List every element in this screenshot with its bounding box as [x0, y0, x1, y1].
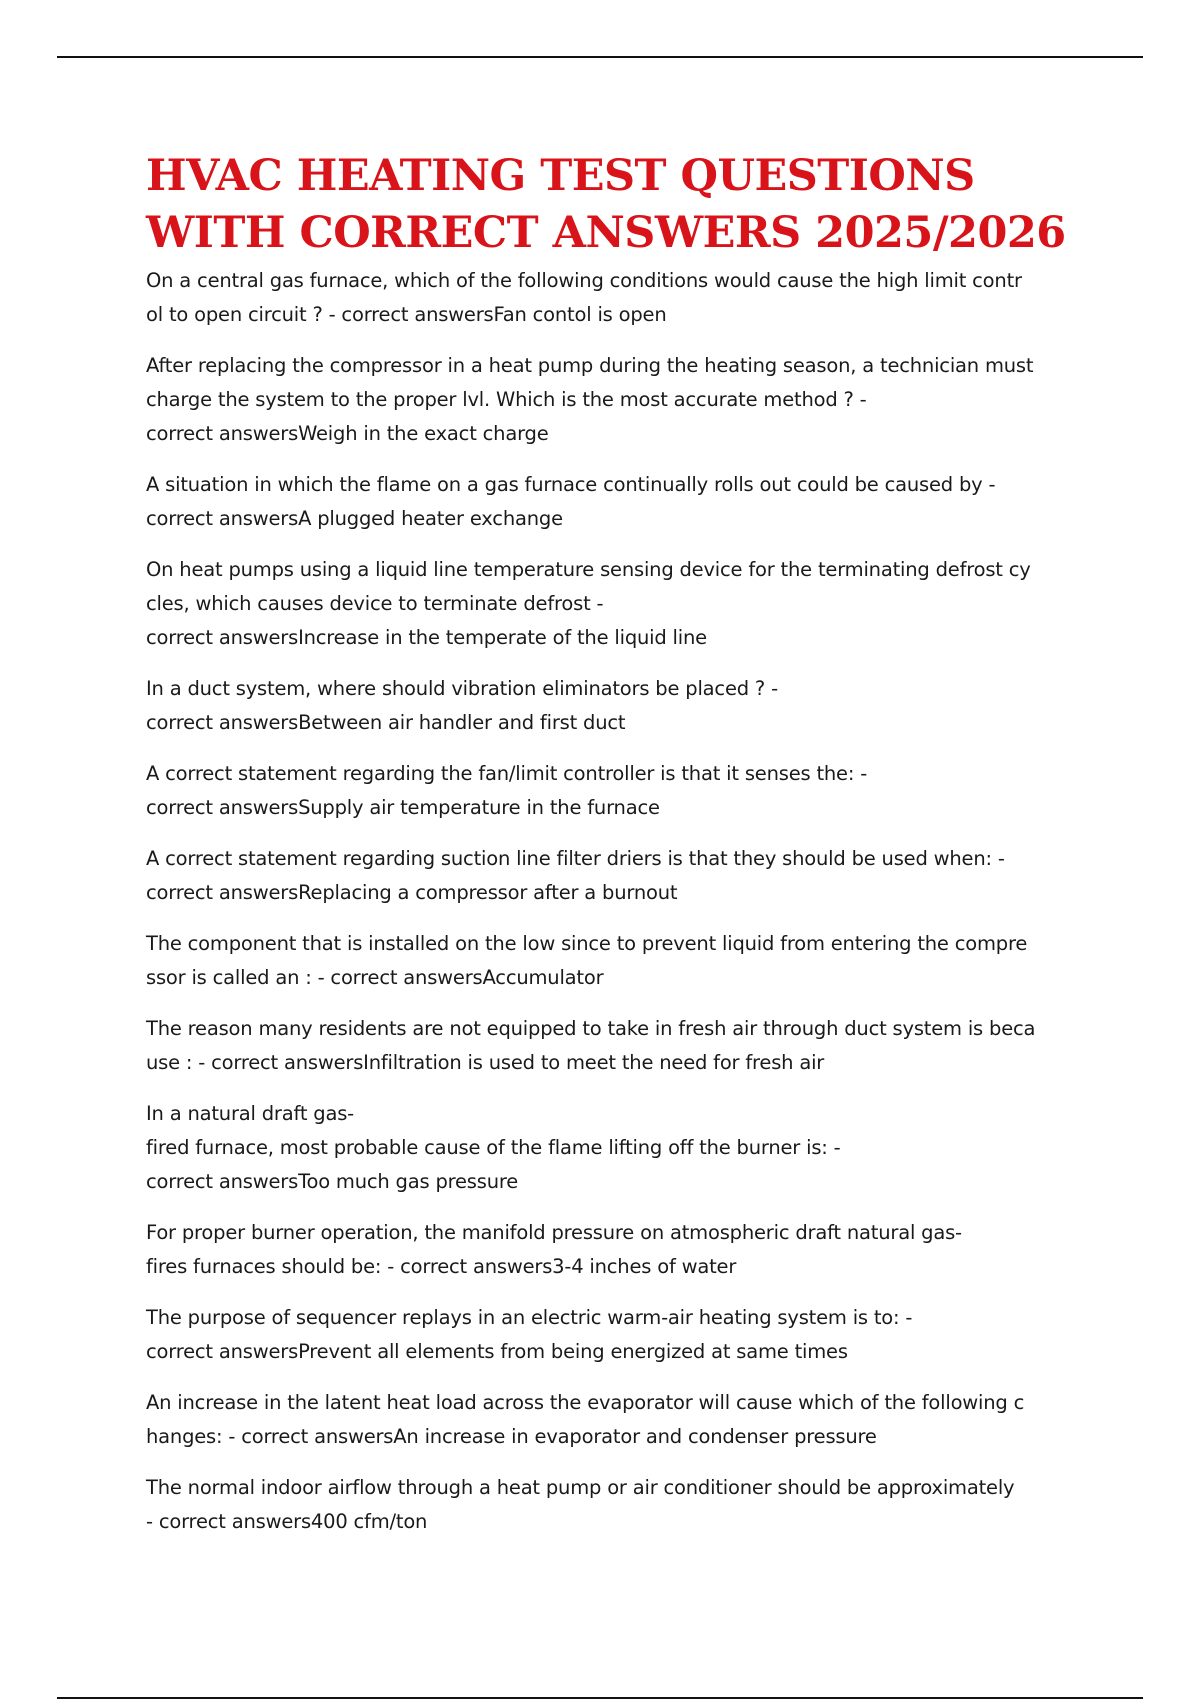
qa-item: After replacing the compressor in a heat pump during the heating season, a technician must charge the system to the proper lvl. Which is the most accurate method ? - correct answersWeigh in the exact charge: [146, 354, 1034, 445]
qa-item: In a natural draft gas- fired furnace, most probable cause of the flame lifting off the burner is: - correct answersToo much gas pressure: [146, 1102, 841, 1193]
qa-item: For proper burner operation, the manifold pressure on atmospheric draft natural gas- fires furnaces should be: - correct answers3-4 inches of water: [146, 1221, 962, 1278]
qa-item: The reason many residents are not equipped to take in fresh air through duct system is beca use : - correct answersInfiltration is used to meet the need for fresh air: [146, 1017, 1036, 1074]
qa-item: A correct statement regarding suction line filter driers is that they should be used when: - correct answersReplacing a compressor after a burnout: [146, 847, 1005, 904]
document-body: [146, 148, 1066, 1556]
qa-item: In a duct system, where should vibration eliminators be placed ? - correct answersBetween air handler and first duct: [146, 677, 778, 734]
qa-item: The purpose of sequencer replays in an electric warm-air heating system is to: - correct answersPrevent all elements from being energized at same times: [146, 1306, 913, 1363]
qa-item: On heat pumps using a liquid line temperature sensing device for the terminating defrost cy cles, which causes device to terminate defrost - correct answersIncrease in the temperate of the liquid line: [146, 558, 1031, 649]
qa-item: An increase in the latent heat load across the evaporator will cause which of the following c hanges: - correct answersAn increase in evaporator and condenser pressure: [146, 1391, 1025, 1448]
qa-item: The normal indoor airflow through a heat pump or air conditioner should be approximately - correct answers400 cfm/ton: [146, 1476, 1015, 1533]
footer-rule: [57, 1697, 1143, 1699]
document-title: HVAC HEATING TEST QUESTIONS WITH CORRECT ANSWERS 2025/2026: [146, 151, 1066, 258]
qa-item: A situation in which the flame on a gas furnace continually rolls out could be caused by - correct answersA plugged heater exchange: [146, 473, 996, 530]
qa-item: On a central gas furnace, which of the following conditions would cause the high limit contr ol to open circuit ? - correct answersFan contol is open: [146, 269, 1022, 326]
qa-item: A correct statement regarding the fan/limit controller is that it senses the: - correct answersSupply air temperature in the furnace: [146, 762, 868, 819]
qa-item: The component that is installed on the low since to prevent liquid from entering the compre ssor is called an : - correct answersAccumulator: [146, 932, 1028, 989]
header-rule: [57, 56, 1143, 58]
